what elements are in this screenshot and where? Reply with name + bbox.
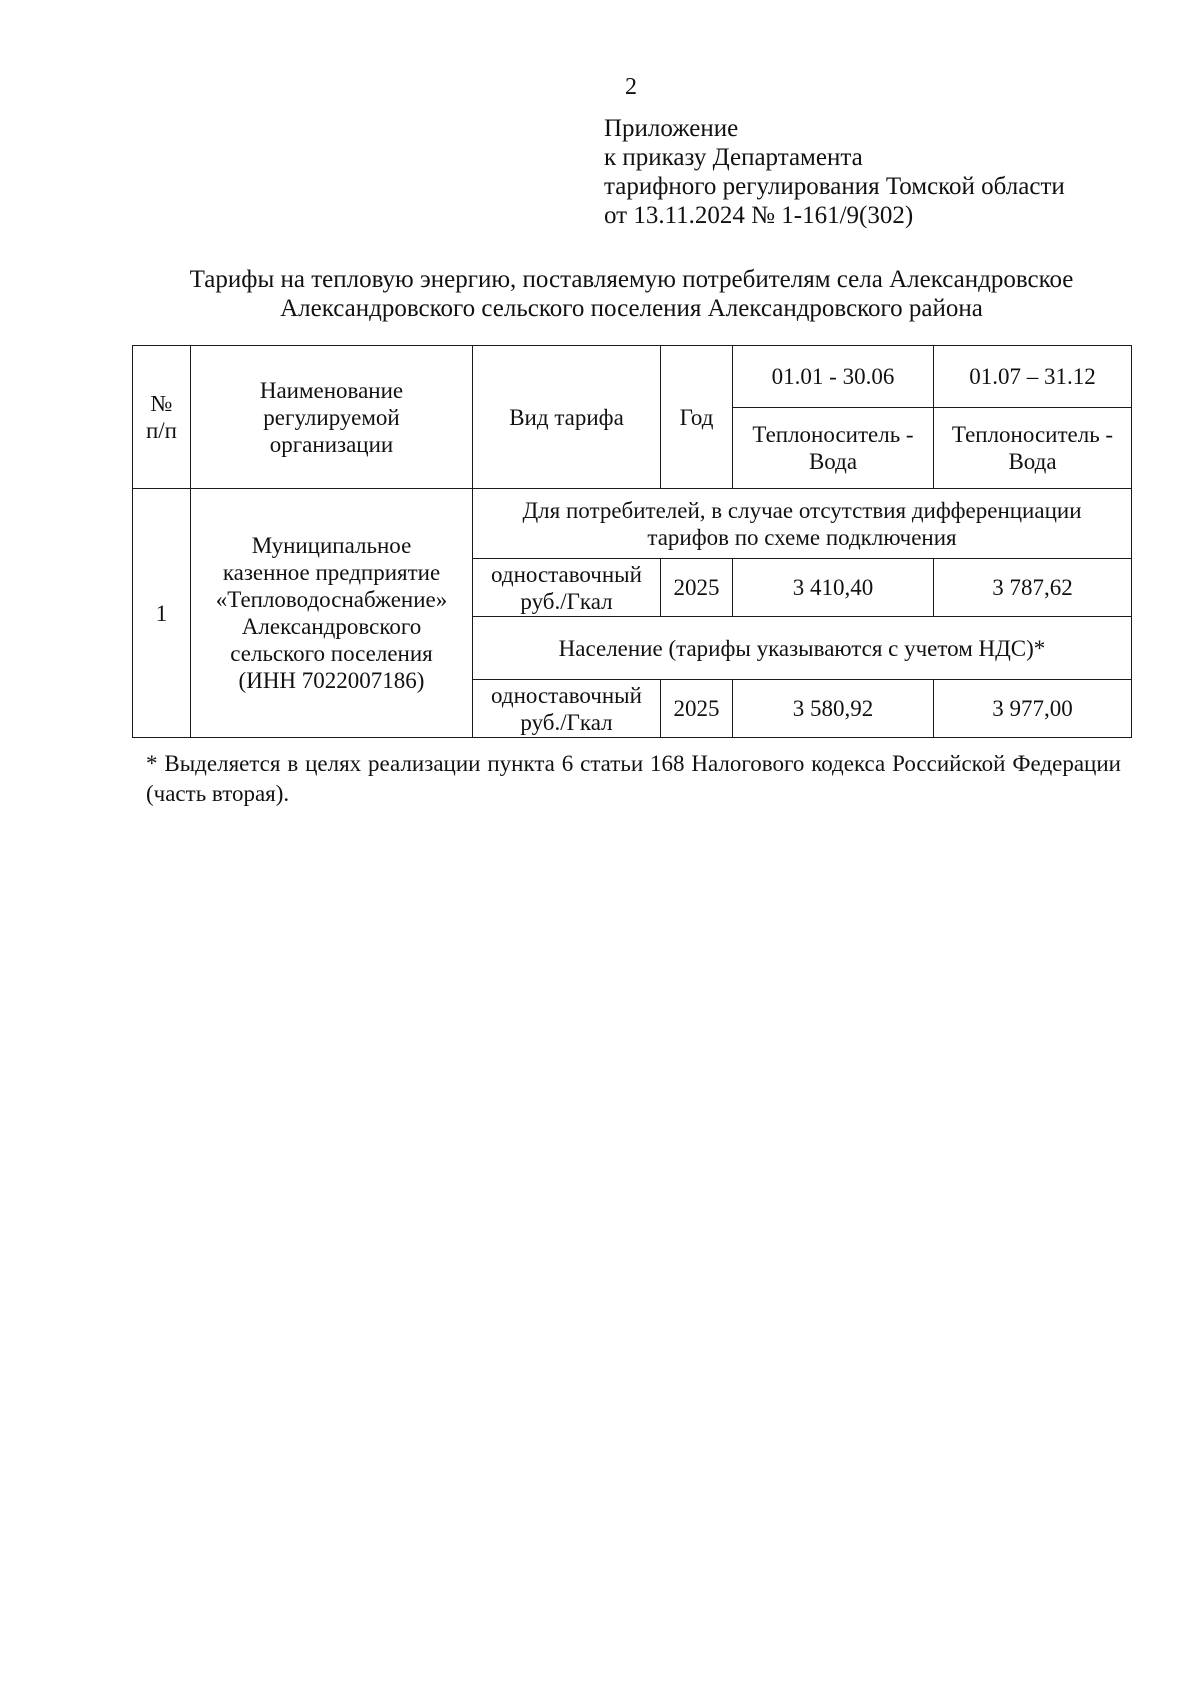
tariff-value-period2: 3 977,00 — [934, 680, 1132, 738]
header-carrier2-cell — [934, 408, 1132, 489]
group-label-line: Для потребителей, в случае отсутствия дифференциации — [522, 497, 1082, 523]
group-consumers-label — [473, 489, 1132, 559]
title-line: Тарифы на тепловую энергию, поставляемую потребителям села Александровское — [189, 266, 1074, 293]
organization-line: казенное предприятие — [222, 560, 441, 585]
tariff-value-period2: 3 787,62 — [934, 559, 1132, 617]
tariff-type-cell — [473, 680, 661, 738]
organization-line: (ИНН 7022007186) — [238, 668, 425, 693]
header-tariff-type-cell: Вид тарифа — [473, 346, 661, 489]
header-period1-cell: 01.01 - 30.06 — [733, 346, 934, 408]
header-carrier1-cell — [733, 408, 934, 489]
header-organization-line: организации — [269, 431, 394, 457]
table-row — [133, 489, 1132, 559]
year-cell: 2025 — [661, 680, 733, 738]
organization-line: Муниципальное — [251, 533, 412, 558]
tariff-type-line: одноставочный — [491, 682, 642, 708]
header-number-cell — [133, 346, 191, 489]
header-organization-cell — [191, 346, 473, 489]
organization-line: сельского поселения — [230, 641, 433, 666]
header-number-label: п/п — [145, 418, 177, 443]
header-organization-line: Наименование — [259, 377, 404, 403]
header-carrier-line: Теплоноситель - — [951, 422, 1114, 447]
header-carrier-line: Вода — [808, 449, 858, 474]
table-header-row — [133, 346, 1132, 408]
tariff-type-cell — [473, 559, 661, 617]
document-title — [132, 265, 1131, 323]
row-number-cell: 1 — [133, 489, 191, 738]
header-carrier-line: Теплоноситель - — [752, 422, 914, 447]
organization-line: «Тепловодоснабжение» — [215, 587, 448, 612]
header-year-cell: Год — [661, 346, 733, 489]
header-period2-cell: 01.07 – 31.12 — [934, 346, 1132, 408]
header-carrier-line: Вода — [1008, 449, 1057, 474]
header-organization-line: регулируемой — [263, 404, 400, 430]
row-organization-cell — [191, 489, 473, 738]
tariff-value-period1: 3 410,40 — [733, 559, 934, 617]
year-cell: 2025 — [661, 559, 733, 617]
group-label-line: тарифов по схеме подключения — [647, 524, 957, 550]
tariff-table — [132, 345, 1132, 738]
appendix-line: Приложение — [604, 115, 739, 142]
group-population-label: Население (тарифы указываются с учетом НДС)* — [473, 617, 1132, 680]
appendix-block — [604, 114, 1065, 230]
appendix-line: от 13.11.2024 № 1-161/9(302) — [604, 202, 914, 229]
tariff-type-line: одноставочный — [491, 561, 642, 587]
header-number-symbol: № — [150, 391, 173, 416]
appendix-line: к приказу Департамента — [604, 144, 863, 171]
page-number: 2 — [625, 74, 637, 100]
tariff-unit-line: руб./Гкал — [520, 709, 613, 735]
appendix-line: тарифного регулирования Томской области — [604, 173, 1065, 200]
organization-line: Александровского — [241, 614, 422, 639]
tariff-value-period1: 3 580,92 — [733, 680, 934, 738]
footnote: * Выделяется в целях реализации пункта 6 статьи 168 Налогового кодекса Российской Федерации (часть вторая). — [146, 751, 1121, 806]
title-line: Александровского сельского поселения Александровского района — [280, 295, 983, 322]
tariff-unit-line: руб./Гкал — [520, 588, 613, 614]
